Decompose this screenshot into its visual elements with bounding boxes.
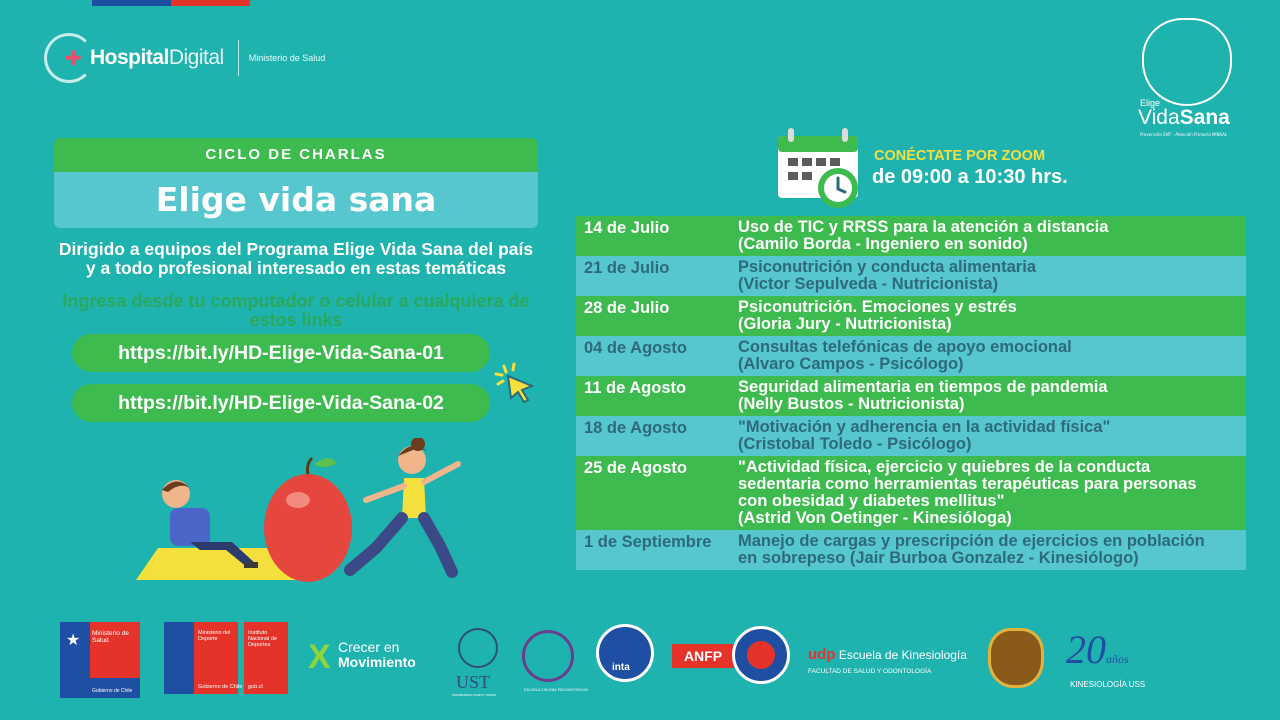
schedule-topic: Psiconutrición. Emociones y estrés (Gloria Jury - Nutricionista): [738, 298, 1017, 333]
evs-elige: Elige: [1140, 98, 1161, 108]
ust-seal-icon: [458, 628, 498, 668]
ind-title: Instituto Nacional de Deportes: [248, 630, 278, 648]
uss-sub: KINESIOLOGÍA USS: [1070, 680, 1146, 689]
federacion-logo: [732, 626, 790, 684]
schedule-table: [576, 216, 1246, 570]
hospital-digital-logo: [44, 30, 325, 86]
schedule-date: 25 de Agosto: [584, 459, 687, 477]
ust-text: UST: [456, 672, 491, 692]
elige-vida-sana-logo: [1130, 18, 1250, 138]
schedule-row: [576, 216, 1246, 256]
schedule-topic: Uso de TIC y RRSS para la atención a distancia (Camilo Borda - Ingeniero en sonido): [738, 218, 1109, 253]
hospital-logo-main: Hospital: [90, 46, 169, 69]
schedule-date: 11 de Agosto: [584, 379, 687, 397]
schedule-topic: Seguridad alimentaria en tiempos de pandemia (Nelly Bustos - Nutricionista): [738, 378, 1108, 413]
evs-sub: Prevención ENT - Atención Primaria MINSAL: [1140, 132, 1228, 137]
udp-brand: udp: [808, 646, 836, 663]
crecer-movimiento-logo: [308, 638, 416, 676]
escuela-psiconutricion-icon: [522, 630, 574, 682]
chile-star-icon: ★: [66, 630, 81, 649]
schedule-row: [576, 296, 1246, 336]
schedule-date: 1 de Septiembre: [584, 533, 712, 551]
cursor-click-icon: [494, 362, 538, 406]
mindep-title: Ministerio del Deporte: [198, 630, 231, 642]
udp-name: Escuela de Kinesiología: [838, 648, 967, 662]
schedule-date: 21 de Julio: [584, 259, 670, 277]
minsal-title: Ministerio de Salud: [92, 630, 129, 644]
logo-divider: [238, 40, 239, 76]
inta-logo: [596, 624, 654, 682]
schedule-date: 28 de Julio: [584, 299, 670, 317]
crecer-x-icon: X: [308, 638, 331, 676]
link-2[interactable]: https://bit.ly/HD-Elige-Vida-Sana-02: [72, 384, 490, 422]
exercise-illustration: [136, 438, 468, 582]
mindep-ind-logo: [164, 622, 288, 694]
evs-sana: Sana: [1179, 106, 1230, 129]
schedule-row: [576, 256, 1246, 296]
cycle-banner: CICLO DE CHARLAS: [54, 138, 538, 172]
ind-bottom: gob.cl: [248, 684, 263, 690]
minsal-logo: [60, 622, 140, 698]
schedule-date: 18 de Agosto: [584, 419, 687, 437]
heart-icon: [1142, 18, 1232, 106]
evs-vida: Vida: [1138, 106, 1180, 129]
ministerio-label: Ministerio de Salud: [248, 53, 326, 63]
hospital-logo-sub: Digital: [168, 46, 224, 69]
partner-logos: [0, 616, 1280, 706]
schedule-topic: Psiconutrición y conducta alimentaria (Victor Sepulveda - Nutricionista): [738, 258, 1036, 293]
evs-name: [1138, 106, 1230, 130]
schedule-topic: "Motivación y adherencia en la actividad física" (Cristobal Toledo - Psicólogo): [738, 418, 1111, 453]
schedule-date: 04 de Agosto: [584, 339, 687, 357]
udp-logo: [808, 646, 967, 663]
anfp-logo: ANFP: [672, 644, 734, 668]
uss-num: 20: [1066, 627, 1106, 672]
mindep-bottom: Gobierno de Chile: [198, 684, 243, 690]
schedule-row: [576, 336, 1246, 376]
inta-text: inta: [612, 662, 630, 673]
schedule-row: [576, 530, 1246, 570]
zoom-time: de 09:00 a 10:30 hrs.: [872, 166, 1068, 188]
ust-sub: UNIVERSIDAD SANTO TOMAS: [452, 693, 496, 697]
escuela-sub: ESCUELA CHILENA PSICONUTRICIÓN: [524, 688, 588, 692]
uss-20-logo: [1066, 626, 1129, 673]
schedule-row: [576, 376, 1246, 416]
zoom-label: CONÉCTATE POR ZOOM: [874, 148, 1046, 164]
hospital-digital-circle-icon: ✚: [44, 33, 94, 83]
ingresa-text: Ingresa desde tu computador o celular a cualquiera de estos links: [62, 291, 530, 330]
kinesiologia-emblem-icon: [988, 628, 1044, 688]
crecer-line2: Movimiento: [338, 654, 416, 670]
link-1[interactable]: https://bit.ly/HD-Elige-Vida-Sana-01: [72, 334, 490, 372]
top-flag-bar: [92, 0, 250, 6]
schedule-date: 14 de Julio: [584, 219, 670, 237]
crecer-line1: Crecer en: [338, 639, 400, 655]
calendar-clock-icon: [776, 126, 868, 210]
uss-anos: años: [1106, 652, 1129, 666]
minsal-bottom: Gobierno de Chile: [92, 688, 133, 694]
schedule-topic: Consultas telefónicas de apoyo emocional (Alvaro Campos - Psicólogo): [738, 338, 1072, 373]
schedule-row: [576, 456, 1246, 530]
schedule-topic: Manejo de cargas y prescripción de ejercicios en población en sobrepeso (Jair Burboa Gonzalez - Kinesiólogo): [738, 532, 1205, 567]
schedule-row: [576, 416, 1246, 456]
schedule-topic: "Actividad física, ejercicio y quiebres de la conducta sedentaria como herramientas terapéuticas para personas con obesidad y diabetes mellitus" (Astrid Von Oetinger - Kinesióloga): [738, 458, 1197, 527]
main-title: Elige vida sana: [54, 172, 538, 228]
intro-text: Dirigido a equipos del Programa Elige Vida Sana del país y a todo profesional interesado en estas temáticas: [58, 239, 534, 278]
udp-sub: FACULTAD DE SALUD Y ODONTOLOGÍA: [808, 668, 932, 675]
